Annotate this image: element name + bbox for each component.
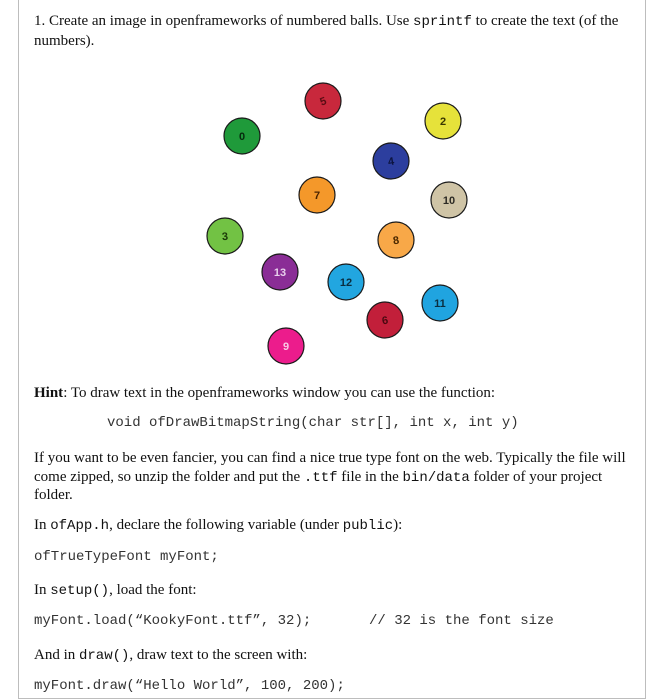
task-intro-text: 1. Create an image in openframeworks of numbered balls. Use bbox=[34, 13, 414, 29]
draw-text-end: , draw text to the screen with: bbox=[129, 647, 308, 663]
ball-number: 7 bbox=[313, 190, 321, 202]
numbered-balls-illustration bbox=[0, 70, 661, 370]
fancier-text-mid: file in the bbox=[337, 469, 403, 485]
ball-9 bbox=[268, 328, 304, 364]
bin-data-code: bin/data bbox=[402, 470, 470, 486]
fancier-text: come zipped, so unzip the folder and put the bbox=[34, 469, 304, 485]
public-code: public bbox=[342, 518, 394, 534]
ball-number: 8 bbox=[392, 234, 401, 248]
hint-label: Hint bbox=[34, 385, 64, 401]
draw-code-inline: draw() bbox=[79, 648, 130, 664]
declare-text-end: ): bbox=[393, 517, 403, 533]
ball-7 bbox=[299, 177, 335, 213]
declare-code: ofTrueTypeFont myFont; bbox=[34, 549, 219, 565]
setup-text-end: , load the font: bbox=[109, 582, 197, 598]
setup-comment: // 32 is the font size bbox=[369, 613, 554, 629]
fancier-line-2 bbox=[34, 468, 602, 488]
draw-code: myFont.draw(“Hello World”, 100, 200); bbox=[34, 678, 345, 694]
hint-paragraph bbox=[34, 384, 495, 403]
ball-12 bbox=[328, 264, 364, 300]
setup-code: myFont.load(“KookyFont.ttf”, 32); bbox=[34, 613, 312, 629]
ball-number: 12 bbox=[339, 277, 353, 289]
declare-text-mid: , declare the following variable (under bbox=[109, 517, 343, 533]
setup-text: In bbox=[34, 582, 51, 598]
ball-13 bbox=[262, 254, 298, 290]
ball-number: 6 bbox=[381, 314, 390, 328]
ball-4 bbox=[373, 143, 409, 179]
ball-number: 10 bbox=[442, 195, 456, 207]
ball-2 bbox=[425, 103, 461, 139]
fancier-line-1: If you want to be even fancier, you can find a nice true type font on the web. Typically the file will bbox=[34, 450, 626, 466]
ball-5 bbox=[305, 83, 341, 119]
ball-11 bbox=[422, 285, 458, 321]
ball-number: 11 bbox=[434, 298, 446, 310]
sprintf-code: sprintf bbox=[413, 14, 472, 30]
fancier-line-3: folder. bbox=[34, 487, 73, 503]
fancier-text-end: folder of your project bbox=[469, 469, 603, 485]
declare-paragraph bbox=[34, 516, 402, 536]
ball-number: 5 bbox=[318, 95, 329, 109]
ball-3 bbox=[207, 218, 243, 254]
draw-paragraph bbox=[34, 646, 307, 666]
ball-number: 0 bbox=[238, 131, 246, 143]
ball-number: 9 bbox=[282, 341, 290, 353]
ball-10 bbox=[431, 182, 467, 218]
ball-number: 4 bbox=[387, 155, 396, 169]
draw-text: And in bbox=[34, 647, 79, 663]
ball-6 bbox=[367, 302, 403, 338]
hint-text: : To draw text in the openframeworks window you can use the function: bbox=[63, 385, 496, 401]
hint-code: void ofDrawBitmapString(char str[], int x, int y) bbox=[107, 415, 519, 431]
ofapp-h-code: ofApp.h bbox=[50, 518, 110, 534]
task-intro-text-end: to create the text (of the numbers). bbox=[34, 13, 619, 49]
setup-paragraph bbox=[34, 581, 197, 601]
declare-text: In bbox=[34, 517, 51, 533]
ball-number: 13 bbox=[273, 267, 287, 279]
task-intro bbox=[34, 12, 634, 51]
ball-8 bbox=[378, 222, 414, 258]
ttf-code: .ttf bbox=[303, 470, 338, 486]
ball-0 bbox=[224, 118, 260, 154]
ball-number: 2 bbox=[439, 116, 447, 128]
setup-code-inline: setup() bbox=[50, 583, 110, 599]
ball-number: 3 bbox=[221, 230, 229, 244]
